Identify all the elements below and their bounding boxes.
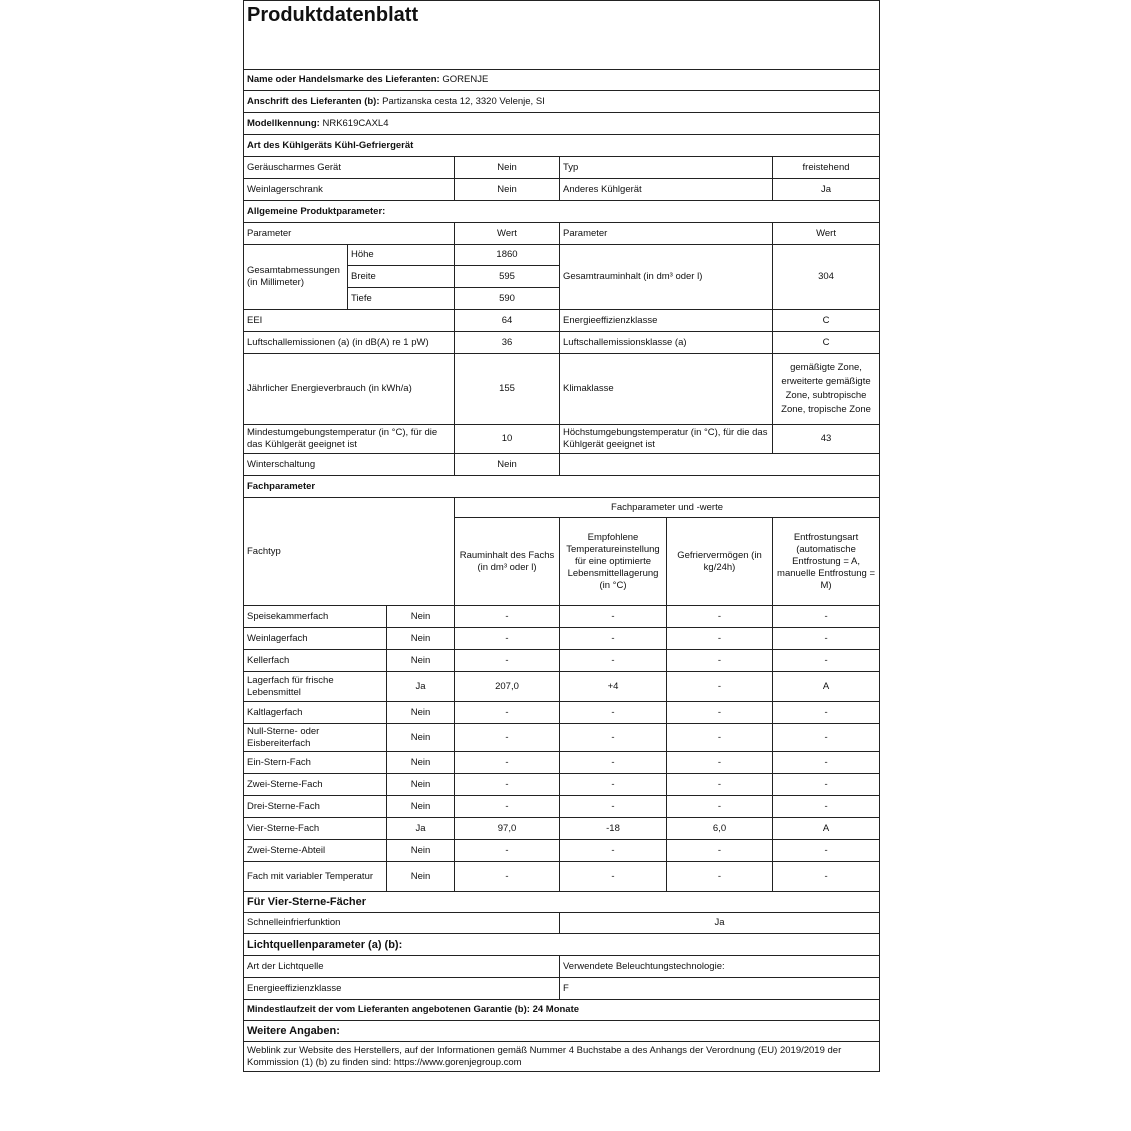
value-header: Wert <box>773 223 880 245</box>
compartment-freeze: - <box>667 724 773 752</box>
compartment-row <box>244 796 880 818</box>
compartment-volume: - <box>455 702 560 724</box>
compartment-name: Lagerfach für frische Lebensmittel <box>244 672 387 702</box>
light-class-label: Energieeffizienzklasse <box>244 978 560 1000</box>
compartment-row <box>244 862 880 892</box>
supplier-name-row <box>244 70 880 91</box>
compartment-row <box>244 840 880 862</box>
general-row-label: Luftschallemissionsklasse (a) <box>560 332 773 354</box>
light-type-label: Art der Lichtquelle <box>244 956 560 978</box>
type-row-label: Anderes Kühlgerät <box>560 179 773 201</box>
compartment-freeze: - <box>667 650 773 672</box>
dimensions-label: Gesamtabmessungen (in Millimeter) <box>244 245 348 310</box>
product-data-sheet <box>243 0 879 1072</box>
compartment-name: Zwei-Sterne-Fach <box>244 774 387 796</box>
defrost-header: Entfrostungsart (automatische Entfrostung = A, manuelle Entfrostung = M) <box>773 518 880 606</box>
type-row-value: Nein <box>455 179 560 201</box>
compartment-name: Zwei-Sterne-Abteil <box>244 840 387 862</box>
compartment-name: Kaltlagerfach <box>244 702 387 724</box>
compartment-temp: - <box>560 724 667 752</box>
appliance-type-label: Art des Kühlgeräts <box>247 139 332 151</box>
compartment-present: Nein <box>387 628 455 650</box>
compartment-volume: - <box>455 628 560 650</box>
climate-class-value: gemäßigte Zone, erweiterte gemäßigte Zone, subtropische Zone, tropische Zone <box>773 354 880 425</box>
compartment-volume: 97,0 <box>455 818 560 840</box>
general-row-label: Luftschallemissionen (a) (in dB(A) re 1 pW) <box>244 332 455 354</box>
winter-mode-value: Nein <box>455 454 560 476</box>
compartment-freeze: - <box>667 606 773 628</box>
fast-freeze-label: Schnelleinfrierfunktion <box>244 913 560 934</box>
compartment-temp: - <box>560 752 667 774</box>
compartment-temp: -18 <box>560 818 667 840</box>
dimension-label: Breite <box>348 266 455 288</box>
compartment-volume: - <box>455 606 560 628</box>
general-row-label: EEI <box>244 310 455 332</box>
compartment-temp: - <box>560 796 667 818</box>
supplier-name-label: Name oder Handelsmarke des Lieferanten: <box>247 74 440 85</box>
compartment-volume: - <box>455 840 560 862</box>
compartment-defrost: - <box>773 752 880 774</box>
compartment-present: Ja <box>387 818 455 840</box>
compartment-row <box>244 628 880 650</box>
min-temp-label: Mindestumgebungstemperatur (in °C), für die das Kühlgerät geeignet ist <box>244 425 455 454</box>
climate-class-label: Klimaklasse <box>560 354 773 425</box>
compartment-name: Null-Sterne- oder Eisbereiterfach <box>244 724 387 752</box>
further-text: Weblink zur Website des Herstellers, auf der Informationen gemäß Nummer 4 Buchstabe a des Anhangs der Verordnung (EU) 2019/2019 der Kommission (1) (b) zu finden sind: https://www.gorenjegroup.com <box>244 1042 880 1072</box>
annual-energy-value: 155 <box>455 354 560 425</box>
compartment-volume: - <box>455 796 560 818</box>
dimension-value: 1860 <box>455 245 560 266</box>
compartment-freeze: - <box>667 796 773 818</box>
compartment-present: Nein <box>387 702 455 724</box>
compartment-name: Kellerfach <box>244 650 387 672</box>
compartment-temp: - <box>560 774 667 796</box>
page-title: Produktdatenblatt <box>244 1 880 70</box>
value-header: Wert <box>455 223 560 245</box>
compartment-temp: - <box>560 862 667 892</box>
appliance-type-row <box>244 135 880 157</box>
supplier-address-row <box>244 91 880 113</box>
compartment-freeze: 6,0 <box>667 818 773 840</box>
compartment-row <box>244 650 880 672</box>
compartment-temp: - <box>560 702 667 724</box>
model-row <box>244 113 880 135</box>
compartment-freeze: - <box>667 628 773 650</box>
type-row-label: Geräuscharmes Gerät <box>244 157 455 179</box>
compartment-freeze: - <box>667 672 773 702</box>
compartment-freeze: - <box>667 774 773 796</box>
compartment-rows <box>244 606 880 892</box>
dimension-value: 590 <box>455 288 560 310</box>
warranty-value: 24 Monate <box>532 1004 580 1015</box>
total-volume-label: Gesamtrauminhalt (in dm³ oder l) <box>560 245 773 310</box>
type-row-label: Typ <box>560 157 773 179</box>
compartment-defrost: - <box>773 862 880 892</box>
compartment-temp: - <box>560 840 667 862</box>
model-label: Modellkennung: <box>247 117 320 129</box>
general-row-label: Energieeffizienzklasse <box>560 310 773 332</box>
type-row-value: freistehend <box>773 157 880 179</box>
param-header: Parameter <box>560 223 773 245</box>
compartment-row <box>244 724 880 752</box>
type-row-value: Nein <box>455 157 560 179</box>
appliance-type: Kühl-Gefriergerät <box>334 139 414 151</box>
dimension-label: Tiefe <box>348 288 455 310</box>
compartment-freeze: - <box>667 862 773 892</box>
total-volume-value: 304 <box>773 245 880 310</box>
compartment-row <box>244 672 880 702</box>
compartment-row <box>244 702 880 724</box>
compartment-defrost: A <box>773 818 880 840</box>
compartment-temp: - <box>560 650 667 672</box>
further-heading: Weitere Angaben: <box>244 1021 880 1042</box>
compartment-present: Nein <box>387 752 455 774</box>
compartment-volume: - <box>455 724 560 752</box>
four-star-heading: Für Vier-Sterne-Fächer <box>244 892 880 913</box>
general-row-value: 36 <box>455 332 560 354</box>
dimension-label: Höhe <box>348 245 455 266</box>
max-temp-value: 43 <box>773 425 880 454</box>
data-sheet-table <box>243 0 880 1072</box>
compartment-defrost: - <box>773 702 880 724</box>
compartment-freeze: - <box>667 840 773 862</box>
compartment-group-header: Fachparameter und -werte <box>455 498 880 518</box>
compartment-defrost: - <box>773 840 880 862</box>
compartment-name: Ein-Stern-Fach <box>244 752 387 774</box>
min-temp-value: 10 <box>455 425 560 454</box>
param-header: Parameter <box>244 223 455 245</box>
compartment-name: Fach mit variabler Temperatur <box>244 862 387 892</box>
supplier-address-label: Anschrift des Lieferanten (b): <box>247 95 380 107</box>
warranty-row <box>244 1000 880 1021</box>
compartment-row <box>244 818 880 840</box>
compartment-row <box>244 606 880 628</box>
supplier-name: GORENJE <box>442 74 489 85</box>
general-params-heading: Allgemeine Produktparameter: <box>244 201 880 223</box>
compartment-heading: Fachparameter <box>244 476 880 498</box>
compartment-present: Ja <box>387 672 455 702</box>
compartment-volume: - <box>455 774 560 796</box>
compartment-volume: 207,0 <box>455 672 560 702</box>
volume-header: Rauminhalt des Fachs (in dm³ oder l) <box>455 518 560 606</box>
compartment-defrost: - <box>773 650 880 672</box>
supplier-address: Partizanska cesta 12, 3320 Velenje, SI <box>382 95 545 107</box>
winter-mode-label: Winterschaltung <box>244 454 455 476</box>
dimension-value: 595 <box>455 266 560 288</box>
general-row-value: 64 <box>455 310 560 332</box>
compartment-defrost: - <box>773 724 880 752</box>
compartment-present: Nein <box>387 774 455 796</box>
type-row-label: Weinlagerschrank <box>244 179 455 201</box>
light-heading: Lichtquellenparameter (a) (b): <box>244 934 880 956</box>
compartment-present: Nein <box>387 796 455 818</box>
compartment-name: Drei-Sterne-Fach <box>244 796 387 818</box>
compartment-volume: - <box>455 650 560 672</box>
annual-energy-label: Jährlicher Energieverbrauch (in kWh/a) <box>244 354 455 425</box>
fast-freeze-value: Ja <box>560 913 880 934</box>
compartment-name: Vier-Sterne-Fach <box>244 818 387 840</box>
compartment-name: Speisekammerfach <box>244 606 387 628</box>
compartment-freeze: - <box>667 702 773 724</box>
compartment-row <box>244 774 880 796</box>
compartment-temp: +4 <box>560 672 667 702</box>
model-id: NRK619CAXL4 <box>322 117 389 129</box>
compartment-defrost: - <box>773 796 880 818</box>
compartment-present: Nein <box>387 650 455 672</box>
compartment-temp: - <box>560 606 667 628</box>
general-row-value: C <box>773 310 880 332</box>
compartment-present: Nein <box>387 862 455 892</box>
compartment-temp: - <box>560 628 667 650</box>
general-row-value: C <box>773 332 880 354</box>
compartment-defrost: - <box>773 628 880 650</box>
compartment-present: Nein <box>387 840 455 862</box>
compartment-defrost: A <box>773 672 880 702</box>
compartment-defrost: - <box>773 774 880 796</box>
compartment-present: Nein <box>387 724 455 752</box>
warranty-label: Mindestlaufzeit der vom Lieferanten angebotenen Garantie (b): <box>247 1004 530 1015</box>
compartment-type-header: Fachtyp <box>244 498 455 606</box>
type-row-value: Ja <box>773 179 880 201</box>
light-tech-label: Verwendete Beleuchtungstechnologie: <box>560 956 880 978</box>
compartment-present: Nein <box>387 606 455 628</box>
compartment-volume: - <box>455 862 560 892</box>
light-class-value: F <box>560 978 880 1000</box>
compartment-volume: - <box>455 752 560 774</box>
compartment-row <box>244 752 880 774</box>
temp-header: Empfohlene Temperatureinstellung für eine optimierte Lebensmittellagerung (in °C) <box>560 518 667 606</box>
freeze-header: Gefriervermögen (in kg/24h) <box>667 518 773 606</box>
compartment-defrost: - <box>773 606 880 628</box>
compartment-name: Weinlagerfach <box>244 628 387 650</box>
compartment-freeze: - <box>667 752 773 774</box>
max-temp-label: Höchstumgebungstemperatur (in °C), für die das Kühlgerät geeignet ist <box>560 425 773 454</box>
